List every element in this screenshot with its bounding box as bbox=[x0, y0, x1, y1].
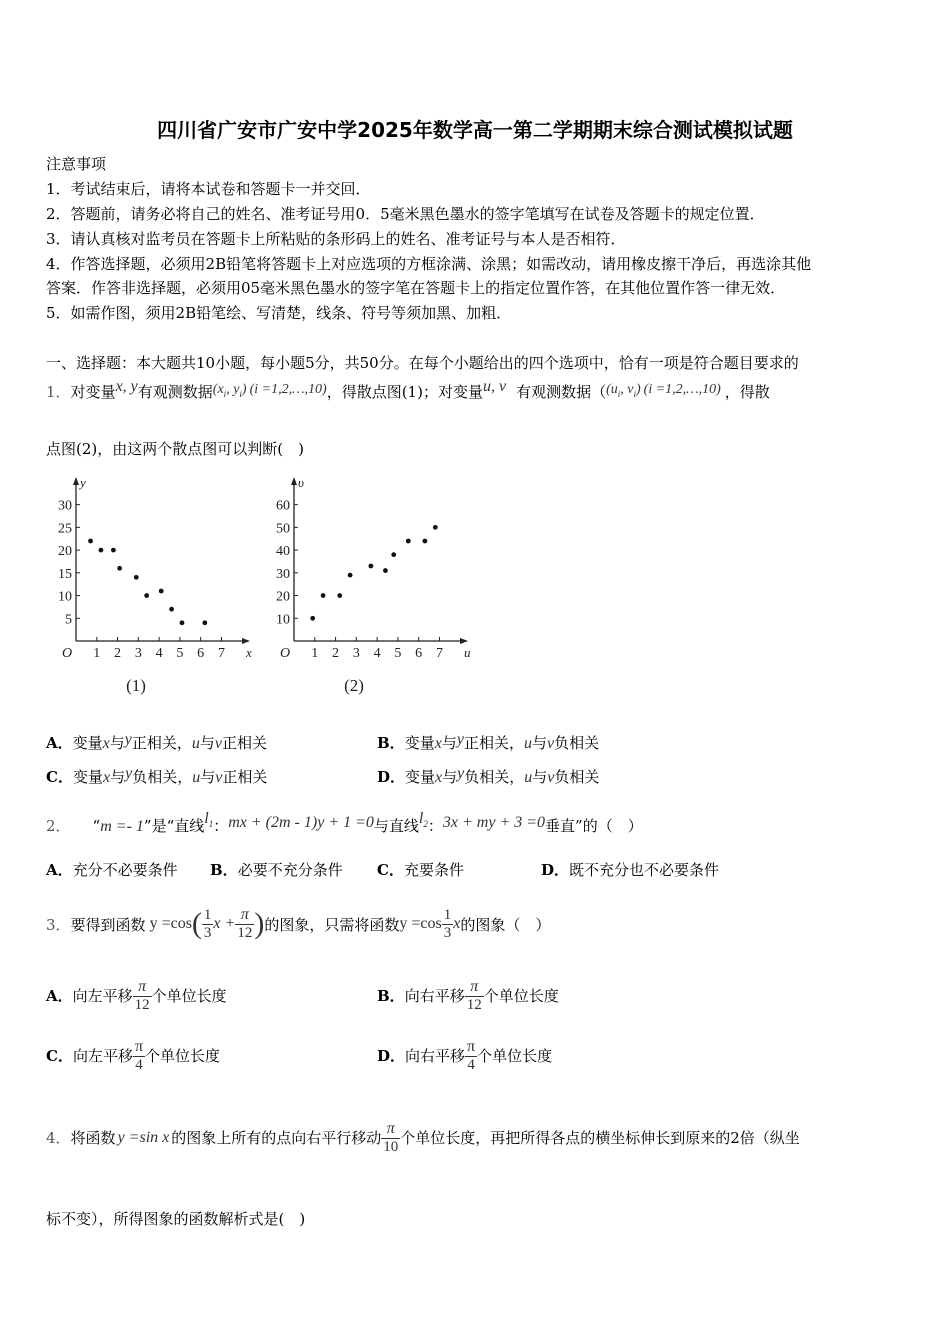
x-tick-label: 3 bbox=[134, 646, 142, 661]
scatter-point bbox=[406, 539, 411, 544]
question-3: 3． 要得到函数 y =cos ( 1 3 x + $\frac{\pi}{12}$ ) 的图象，只需将函数 y =cos 1 3 x 的图象（ ） bbox=[46, 906, 551, 942]
y-axis-arrow bbox=[73, 477, 79, 485]
notice-item: 2．答题前，请务必将自己的姓名、准考证号用0．5毫米黑色墨水的签字笔填写在试卷及答题卡的规定位置． bbox=[46, 205, 765, 223]
x-tick-label: 2 bbox=[114, 646, 122, 661]
q1-option-a[interactable]: A．变量x与y正相关，u与v正相关 bbox=[46, 731, 268, 752]
x-tick-label: 1 bbox=[93, 646, 101, 661]
question-2: 2． “m =- 1”是“直线$l_1$：mx + (2m - 1)y + 1 =0与直线$l_2$：3x + my + 3 =0垂直”的（ ） bbox=[46, 810, 643, 835]
scatter-point bbox=[117, 566, 122, 571]
chart-title: (2) bbox=[344, 676, 364, 695]
y-tick-label: 60 bbox=[276, 498, 290, 514]
question-4-line-1: 4． 将函数 y =sin x 的图象上所有的点向右平行移动 π 10 个单位长度，再把所得各点的横坐标伸长到原来的2倍（纵坐 bbox=[46, 1120, 800, 1155]
question-4-line-2: 标不变），所得图象的函数解析式是( ) bbox=[46, 1210, 306, 1228]
scatter-point bbox=[134, 575, 139, 580]
x-axis-arrow bbox=[242, 638, 250, 644]
y-axis-arrow bbox=[291, 477, 297, 485]
y-tick-label: 20 bbox=[276, 589, 290, 605]
q3-option-a[interactable]: A． 向左平移 π 12 个单位长度 bbox=[46, 978, 227, 1013]
origin-label: O bbox=[280, 646, 291, 661]
q2-option-a[interactable]: A．充分不必要条件 bbox=[46, 861, 178, 879]
q3-option-b[interactable]: B． 向右平移 π 12 个单位长度 bbox=[377, 978, 559, 1013]
scatter-plot-2 bbox=[276, 475, 471, 695]
section-heading: 一、选择题：本大题共10小题，每小题5分，共50分。在每个小题给出的四个选项中，恰有一项是符合题目要求的 bbox=[46, 354, 799, 372]
scatter-point bbox=[180, 620, 185, 625]
scatter-point bbox=[144, 593, 149, 598]
scatter-point bbox=[310, 616, 315, 621]
x-tick-label: 5 bbox=[176, 646, 184, 661]
x-axis-label: u bbox=[464, 645, 471, 660]
y-tick-label: 10 bbox=[276, 612, 290, 628]
y-tick-label: 25 bbox=[58, 521, 72, 537]
notice-heading: 注意事项 bbox=[46, 155, 107, 173]
q2-option-d[interactable]: D．既不充分也不必要条件 bbox=[541, 861, 720, 879]
q1-option-d[interactable]: D．变量x与y负相关，u与v负相关 bbox=[377, 765, 600, 786]
q3-option-d[interactable]: D． 向右平移 π 4 个单位长度 bbox=[377, 1038, 553, 1073]
x-tick-label: 5 bbox=[394, 646, 402, 661]
x-tick-label: 6 bbox=[197, 646, 205, 661]
question-1-line-1: 1．对变量x, y有观测数据($x_i$, $y_i$) (i =1,2,…,10)，得散点图(1)；对变量u, v 有观测数据（($u_i$, $v_i$) (i =1,2,…,10) ，得散 bbox=[46, 378, 770, 401]
notice-item: 5．如需作图，须用2B铅笔绘、写清楚，线条、符号等须加黑、加粗． bbox=[46, 304, 512, 322]
x-tick-label: 4 bbox=[373, 646, 381, 661]
scatter-point bbox=[391, 552, 396, 557]
q3-option-c[interactable]: C． 向左平移 π 4 个单位长度 bbox=[46, 1038, 221, 1073]
scatter-point bbox=[159, 589, 164, 594]
y-axis-label: υ bbox=[298, 475, 304, 490]
scatter-point bbox=[423, 539, 428, 544]
y-tick-label: 50 bbox=[276, 521, 290, 537]
q2-option-c[interactable]: C．充要条件 bbox=[377, 861, 464, 879]
y-tick-label: 10 bbox=[58, 589, 72, 605]
q2-option-b[interactable]: B．必要不充分条件 bbox=[210, 861, 343, 879]
notice-item: 答案．作答非选择题，必须用05毫米黑色墨水的签字笔在答题卡上的指定位置作答，在其他位置作答一律无效． bbox=[46, 279, 786, 297]
chart-title: (1) bbox=[126, 676, 146, 695]
x-tick-label: 4 bbox=[155, 646, 163, 661]
y-axis-label: y bbox=[80, 475, 86, 490]
question-number: 1． bbox=[46, 383, 71, 401]
q1-option-c[interactable]: C．变量x与y负相关，u与v正相关 bbox=[46, 765, 268, 786]
scatter-point bbox=[321, 593, 326, 598]
x-tick-label: 3 bbox=[352, 646, 360, 661]
y-tick-label: 5 bbox=[65, 612, 72, 628]
scatter-plot-1 bbox=[58, 475, 252, 695]
question-1-line-2: 点图(2)，由这两个散点图可以判断( ) bbox=[46, 440, 304, 458]
scatter-plots bbox=[44, 475, 471, 704]
scatter-point bbox=[337, 593, 342, 598]
scatter-point bbox=[88, 539, 93, 544]
scatter-point bbox=[368, 564, 373, 569]
notice-item: 1．考试结束后，请将本试卷和答题卡一并交回． bbox=[46, 180, 371, 198]
y-tick-label: 30 bbox=[58, 498, 72, 514]
y-tick-label: 30 bbox=[276, 566, 290, 582]
q1-option-b[interactable]: B．变量x与y正相关，u与v负相关 bbox=[377, 731, 600, 752]
y-tick-label: 40 bbox=[276, 544, 290, 560]
x-tick-label: 1 bbox=[311, 646, 319, 661]
scatter-point bbox=[433, 525, 438, 530]
scatter-point bbox=[169, 607, 174, 612]
notice-item: 3．请认真核对监考员在答题卡上所粘贴的条形码上的姓名、准考证号与本人是否相符． bbox=[46, 230, 626, 248]
scatter-point bbox=[111, 548, 116, 553]
page-title: 四川省广安市广安中学2025年数学高一第二学期期末综合测试模拟试题 bbox=[157, 118, 793, 142]
x-tick-label: 6 bbox=[415, 646, 423, 661]
origin-label: O bbox=[62, 646, 73, 661]
scatter-point bbox=[383, 568, 388, 573]
x-axis-arrow bbox=[460, 638, 468, 644]
x-axis-label: x bbox=[246, 645, 252, 660]
x-tick-label: 2 bbox=[332, 646, 340, 661]
x-tick-label: 7 bbox=[217, 646, 225, 661]
y-tick-label: 20 bbox=[58, 544, 72, 560]
scatter-point bbox=[99, 548, 104, 553]
y-tick-label: 15 bbox=[58, 566, 72, 582]
x-tick-label: 7 bbox=[435, 646, 443, 661]
scatter-point bbox=[348, 573, 353, 578]
scatter-point bbox=[202, 620, 207, 625]
notice-item: 4．作答选择题，必须用2B铅笔将答题卡上对应选项的方框涂满、涂黑；如需改动，请用橡皮擦干净后，再选涂其他 bbox=[46, 255, 812, 273]
